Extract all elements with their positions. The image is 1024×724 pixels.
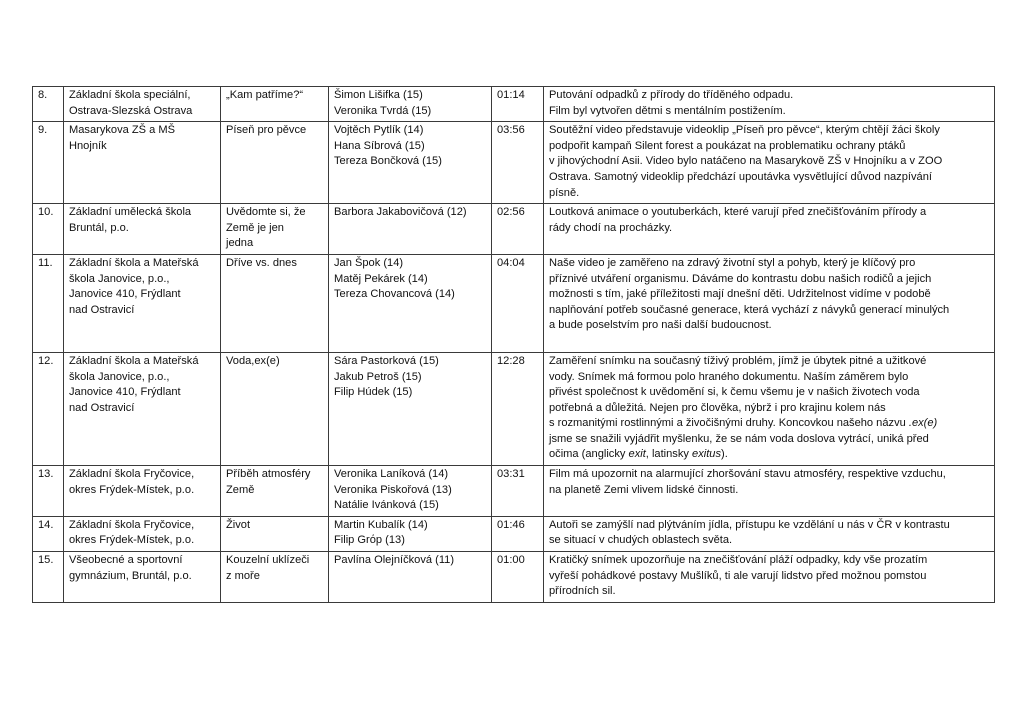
authors-cell	[329, 204, 492, 255]
duration-cell: 02:56	[492, 204, 544, 255]
film-title-line: Země	[226, 483, 255, 496]
school-line: okres Frýdek-Místek, p.o.	[69, 534, 195, 547]
school-line: Ostrava-Slezská Ostrava	[69, 104, 193, 117]
table-row	[33, 552, 995, 603]
authors-line: Veronika Laníková (14)	[334, 468, 449, 481]
film-title-line: z moře	[226, 569, 260, 582]
description-line: přivést společnost k uvědomění si, k čemu všemu je v našich životech voda	[549, 386, 920, 399]
description-line: Ostrava. Samotný videoklip předchází upoutávka vysvětlující důvod nazpívání	[549, 170, 932, 183]
school-line: nad Ostravicí	[69, 401, 135, 414]
school-cell	[64, 87, 221, 122]
description-line: a bude poselstvím pro naši další budoucnost.	[549, 319, 772, 332]
film-title-line: Píseň pro pěvce	[226, 124, 307, 137]
school-line: škola Janovice, p.o.,	[69, 272, 170, 285]
authors-line: Pavlína Olejníčková (11)	[334, 554, 455, 567]
description-line: písně.	[549, 186, 580, 199]
description-line: naplňování potřeb současné generace, která vychází z návyků generací minulých	[549, 303, 950, 316]
table-row	[33, 204, 995, 255]
film-title-cell	[221, 552, 329, 603]
authors-line: Sára Pastorková (15)	[334, 354, 439, 367]
table-row	[33, 87, 995, 122]
duration-cell: 01:46	[492, 516, 544, 551]
school-line: Základní škola Fryčovice,	[69, 518, 195, 531]
school-line: Základní škola speciální,	[69, 89, 191, 101]
film-title-cell	[221, 122, 329, 204]
film-title-line: Voda,ex(e)	[226, 354, 280, 367]
authors-cell	[329, 122, 492, 204]
description-line: vody. Snímek má formou polo hraného dokumentu. Naším záměrem bylo	[549, 370, 909, 383]
description-line: vyřeší pohádkové postavy Mušlíků, ti ale varují lidstvo před možnou pomstou	[549, 569, 927, 582]
description-line: Putování odpadků z přírody do tříděného odpadu.	[549, 89, 794, 101]
duration-cell: 12:28	[492, 352, 544, 465]
film-title-line: jedna	[226, 237, 254, 250]
film-title-cell	[221, 87, 329, 122]
authors-cell	[329, 352, 492, 465]
authors-line: Šimon Lišifka (15)	[334, 89, 423, 101]
entry-number-cell: 9.	[33, 122, 64, 204]
description-line: příznivé utváření organismu. Dáváme do kontrastu dobu našich rodičů a jejich	[549, 272, 932, 285]
authors-line: Hana Síbrová (15)	[334, 139, 425, 152]
description-line: v jihovýchodní Asii. Video bylo natáčeno na Masarykově ZŠ v Hnojníku a v ZOO	[549, 155, 943, 168]
school-line: Všeobecné a sportovní	[69, 554, 183, 567]
description-line: možnosti s tím, jaké příležitosti mají dnešní děti. Udržitelnost vidíme v podobě	[549, 288, 931, 301]
school-line: Janovice 410, Frýdlant	[69, 288, 181, 301]
duration-cell: 01:00	[492, 552, 544, 603]
description-line: Naše video je zaměřeno na zdravý životní styl a pohyb, který je klíčový pro	[549, 256, 916, 269]
description-line: očima (anglicky exit, latinsky exitus).	[549, 448, 728, 461]
authors-line: Martin Kubalík (14)	[334, 518, 428, 531]
authors-line: Filip Húdek (15)	[334, 386, 413, 399]
school-line: okres Frýdek-Místek, p.o.	[69, 483, 195, 496]
authors-line: Tereza Bončková (15)	[334, 155, 442, 168]
duration-cell: 03:31	[492, 466, 544, 517]
school-line: Masarykova ZŠ a MŠ	[69, 124, 176, 137]
entry-number-cell: 14.	[33, 516, 64, 551]
film-title-line: Uvědomte si, že	[226, 206, 306, 219]
authors-cell	[329, 466, 492, 517]
school-line: Základní škola Fryčovice,	[69, 468, 195, 481]
school-cell	[64, 254, 221, 352]
school-line: Bruntál, p.o.	[69, 221, 129, 234]
film-title-cell	[221, 516, 329, 551]
authors-line: Veronika Tvrdá (15)	[334, 104, 432, 117]
film-title-cell	[221, 254, 329, 352]
description-cell	[544, 352, 995, 465]
table-row	[33, 466, 995, 517]
description-line: Kratičký snímek upozorňuje na znečišťování pláží odpadky, kdy vše prozatím	[549, 554, 928, 567]
film-title-line: Země je jen	[226, 221, 284, 234]
authors-cell	[329, 552, 492, 603]
table-row	[33, 254, 995, 352]
description-cell	[544, 87, 995, 122]
school-cell	[64, 122, 221, 204]
description-line: Autoři se zamýšlí nad plýtváním jídla, přístupu ke vzdělání u nás v ČR v kontrastu	[549, 518, 950, 531]
table-row	[33, 352, 995, 465]
competition-table-page	[32, 86, 994, 603]
table-row	[33, 122, 995, 204]
description-cell	[544, 516, 995, 551]
film-title-cell	[221, 466, 329, 517]
authors-line: Veronika Piskořová (13)	[334, 483, 452, 496]
table-row	[33, 516, 995, 551]
school-line: Základní škola a Mateřská	[69, 256, 199, 269]
description-line: na planetě Zemi vlivem lidské činnosti.	[549, 483, 739, 496]
description-cell	[544, 466, 995, 517]
description-line: jsme se snažili vyjádřit myšlenku, že se nám voda doslova vytrácí, uniká před	[549, 432, 929, 445]
entry-number-cell: 13.	[33, 466, 64, 517]
film-entries-table	[32, 86, 995, 603]
description-line: Zaměření snímku na současný tíživý problém, jímž je úbytek pitné a užitkové	[549, 354, 927, 367]
authors-line: Vojtěch Pytlík (14)	[334, 124, 424, 137]
description-line: rády chodí na procházky.	[549, 221, 673, 234]
authors-cell	[329, 87, 492, 122]
film-title-cell	[221, 204, 329, 255]
description-line: Film byl vytvořen dětmi s mentálním postižením.	[549, 104, 786, 117]
description-line: se situací v chudých oblastech světa.	[549, 534, 733, 547]
description-line: Loutková animace o youtuberkách, které varují před znečišťováním přírody a	[549, 206, 927, 219]
authors-line: Barbora Jakabovičová (12)	[334, 206, 467, 219]
entry-number-cell: 11.	[33, 254, 64, 352]
film-title-cell	[221, 352, 329, 465]
authors-line: Jakub Petroš (15)	[334, 370, 422, 383]
school-cell	[64, 466, 221, 517]
authors-line: Tereza Chovancová (14)	[334, 288, 455, 301]
film-title-line: Život	[226, 518, 251, 531]
entry-number-cell: 15.	[33, 552, 64, 603]
duration-cell: 04:04	[492, 254, 544, 352]
authors-line: Natálie Ivánková (15)	[334, 499, 439, 512]
table-body	[33, 87, 995, 603]
entry-number-cell: 10.	[33, 204, 64, 255]
description-line: podpořit kampaň Silent forest a poukázat na problematiku ochrany ptáků	[549, 139, 906, 152]
film-title-line: „Kam patříme?“	[226, 89, 304, 101]
authors-cell	[329, 516, 492, 551]
description-line: Soutěžní video představuje videoklip „Píseň pro pěvce“, kterým chtějí žáci školy	[549, 124, 940, 137]
authors-line: Matěj Pekárek (14)	[334, 272, 428, 285]
school-line: Základní umělecká škola	[69, 206, 192, 219]
description-cell	[544, 122, 995, 204]
film-title-line: Dříve vs. dnes	[226, 256, 297, 269]
description-cell	[544, 552, 995, 603]
school-line: gymnázium, Bruntál, p.o.	[69, 569, 192, 582]
description-line: přírodních sil.	[549, 585, 616, 598]
entry-number-cell: 8.	[33, 87, 64, 122]
school-line: škola Janovice, p.o.,	[69, 370, 170, 383]
description-line: Film má upozornit na alarmující zhoršování stavu atmosféry, respektive vzduchu,	[549, 468, 946, 481]
entry-number-cell: 12.	[33, 352, 64, 465]
school-cell	[64, 204, 221, 255]
duration-cell: 01:14	[492, 87, 544, 122]
authors-line: Filip Grόp (13)	[334, 534, 405, 547]
school-line: Hnojník	[69, 139, 107, 152]
school-cell	[64, 516, 221, 551]
authors-line: Jan Špok (14)	[334, 256, 404, 269]
authors-cell	[329, 254, 492, 352]
school-line: Janovice 410, Frýdlant	[69, 386, 181, 399]
school-cell	[64, 352, 221, 465]
film-title-line: Příběh atmosféry	[226, 468, 311, 481]
description-cell	[544, 204, 995, 255]
description-line: s rozmanitými rostlinnými a živočišnými druhy. Koncovkou našeho názvu .ex(e)	[549, 417, 938, 430]
school-line: nad Ostravicí	[69, 303, 135, 316]
duration-cell: 03:56	[492, 122, 544, 204]
school-cell	[64, 552, 221, 603]
description-cell	[544, 254, 995, 352]
description-line: potřebná a důležitá. Nejen pro člověka, nýbrž i pro krajinu kolem nás	[549, 401, 886, 414]
school-line: Základní škola a Mateřská	[69, 354, 199, 367]
film-title-line: Kouzelní uklízeči	[226, 554, 310, 567]
